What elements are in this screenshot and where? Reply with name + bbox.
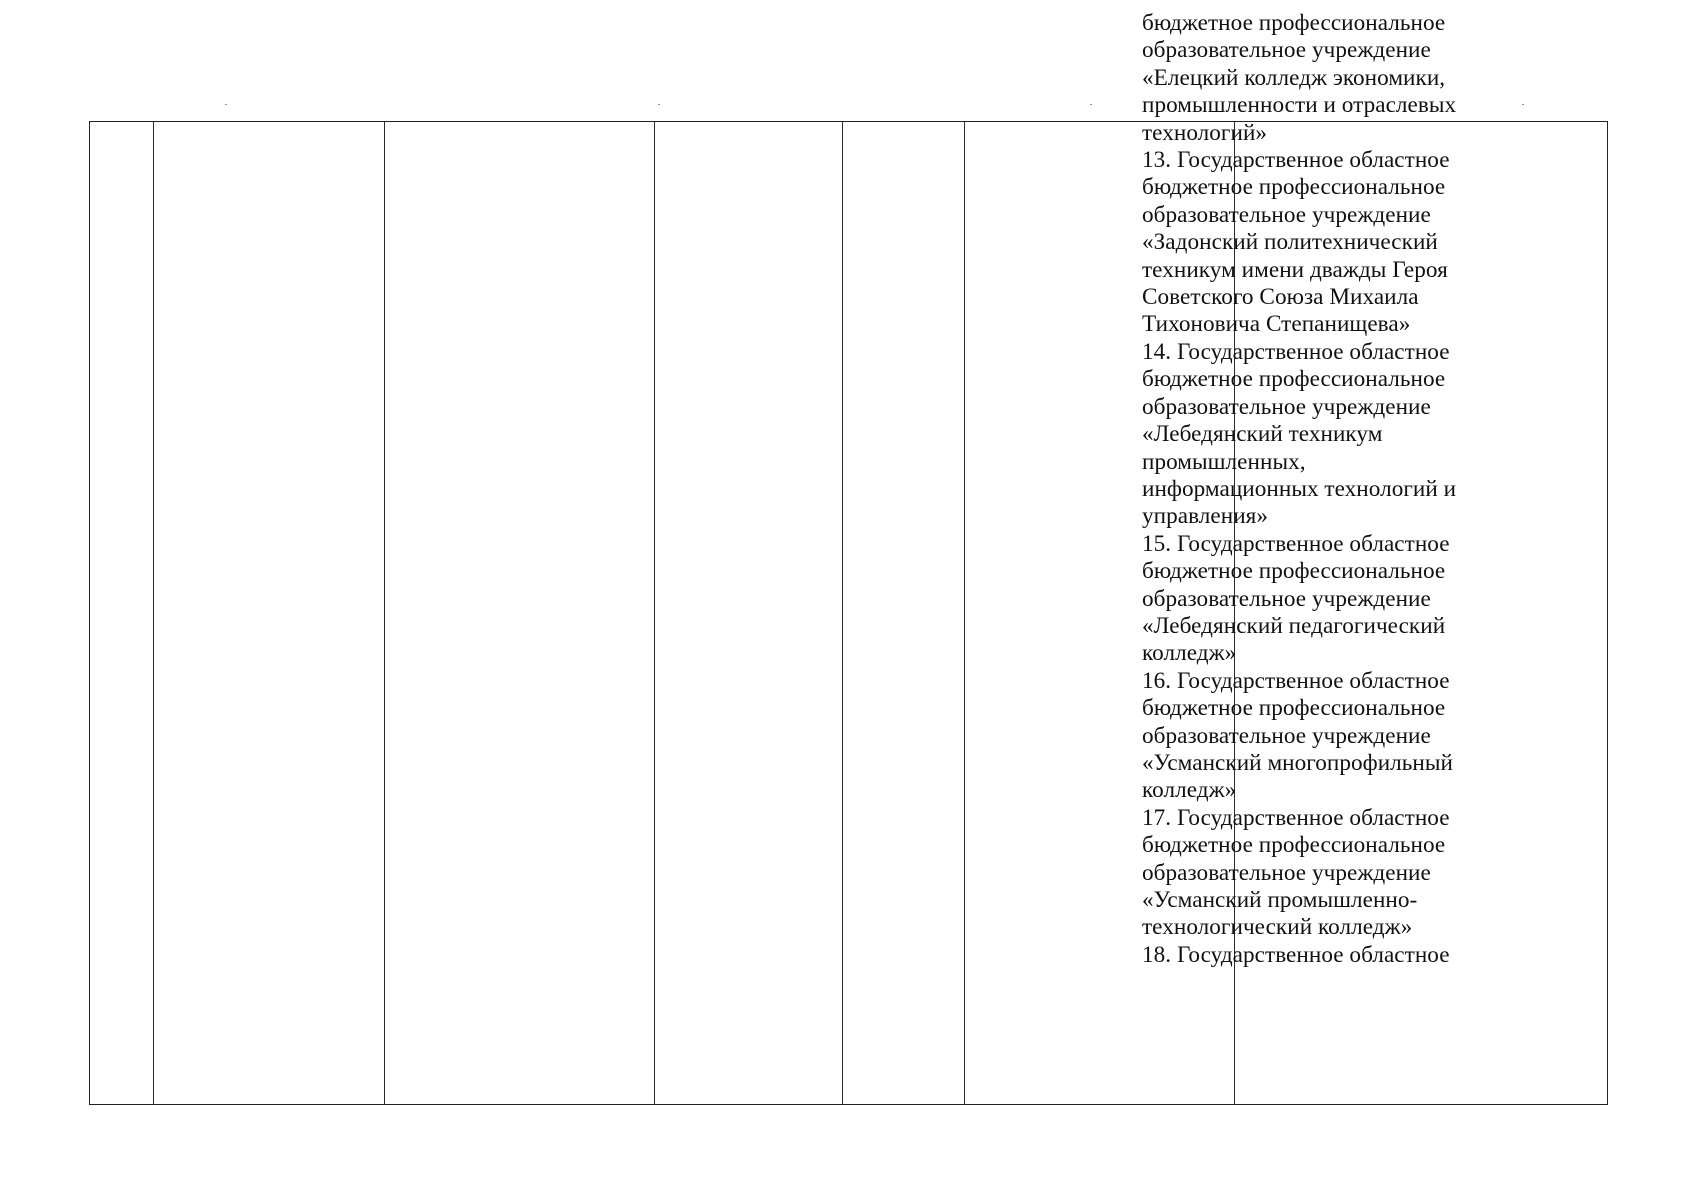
column-divider [153, 122, 154, 1104]
table-cell-organizations: бюджетное профессиональное образовательное учреждение «Елецкий колледж экономики, промышленности и отраслевых технологий» 13. Государственное областное бюджетное профессиональное образовательное учреждение «Задонский политехнический техникум имени дважды Героя Советского Союза Михаила Тихоновича Степанищева» 14. Государственное областное бюджетное профессиональное образовательное учреждение «Лебедянский техникум промышленных, информационных технологий и управления» 15. Государственное областное бюджетное профессиональное образовательное учреждение «Лебедянский педагогический колледж» 16. Государственное областное бюджетное профессиональное образовательное учреждение «Усманский многопрофильный колледж» 17. Государственное областное бюджетное профессиональное образовательное учреждение «Усманский промышленно- технологический колледж» 18. Государственное областное [1142, 10, 1457, 968]
column-divider [842, 122, 843, 1104]
scan-mark [1522, 104, 1524, 105]
scan-mark [1090, 104, 1092, 105]
column-divider [964, 122, 965, 1104]
column-divider [654, 122, 655, 1104]
column-divider [384, 122, 385, 1104]
scan-mark [658, 104, 660, 105]
scan-mark [225, 104, 227, 105]
